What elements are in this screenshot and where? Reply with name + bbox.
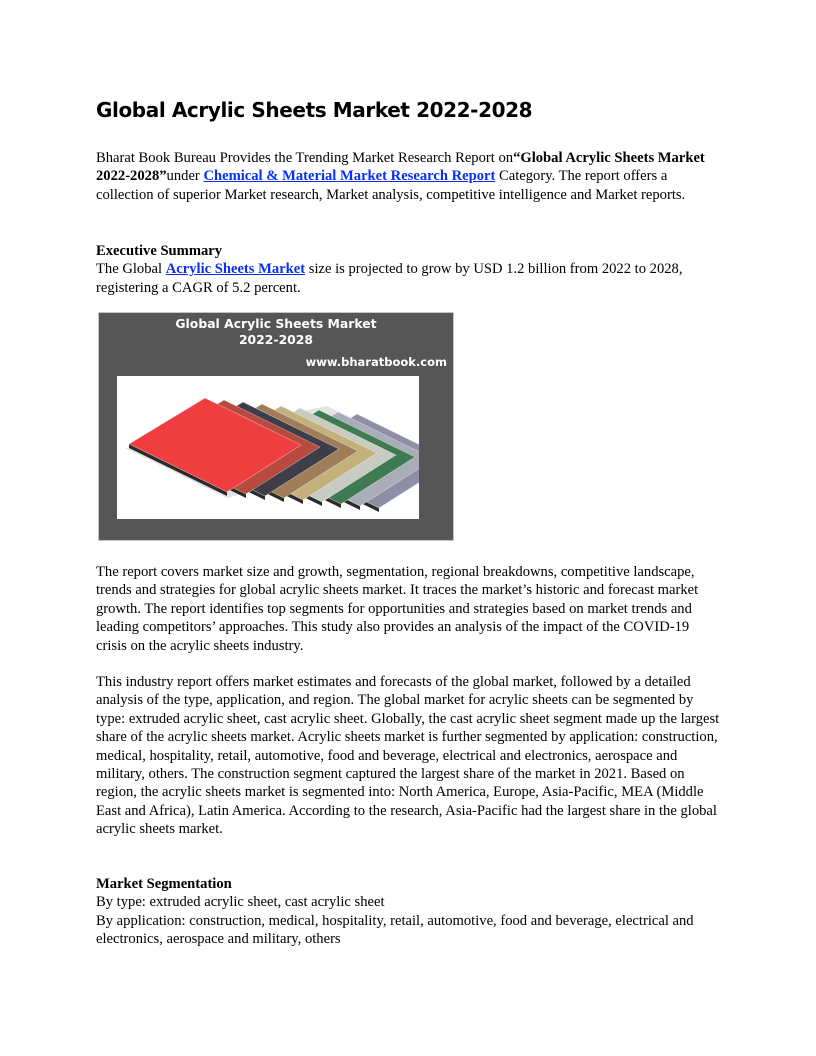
report-cover-image xyxy=(98,312,454,541)
exec-text-2: size is projected to grow by USD 1.2 billion from 2022 to 2028, registering a CAGR of 5.2 percent. xyxy=(96,261,683,296)
industry-report-paragraph: This industry report offers market estimates and forecasts of the global market, followed by a detailed analysis of the type, application, and region. The global market for acrylic sheets can be segmented by type: extruded acrylic sheet, cast acrylic sheet. Globally, the cast acrylic sheet segment made up the largest share of the acrylic sheets market. Acrylic sheets market is further segmented by application: construction, medical, hospitality, retail, automotive, food and beverage, electrical and electronics, aerospace and military, others. The construction segment captured the largest share of the market in 2021. Based on region, the acrylic sheets market is segmented into: North America, Europe, Asia-Pacific, MEA (Middle East and Africa), Latin America. According to the research, Asia-Pacific had the largest share in the global acrylic sheets market. xyxy=(96,674,720,838)
market-segmentation xyxy=(96,875,720,949)
executive-summary xyxy=(96,242,720,297)
exec-text-1: The Global xyxy=(96,261,166,278)
segmentation-by-application: By application: construction, medical, hospitality, retail, automotive, food and beverage, electrical and electronics, aerospace and military, others xyxy=(96,912,694,948)
segmentation-by-type: By type: extruded acrylic sheet, cast acrylic sheet xyxy=(96,894,385,911)
intro-text-3: Category. The report offers a collection of superior Market research, Market analysis, competitive intelligence and Market reports. xyxy=(96,168,686,203)
market-segmentation-heading: Market Segmentation xyxy=(96,876,232,892)
acrylic-sheets-market-link[interactable]: Acrylic Sheets Market xyxy=(165,261,306,278)
page-title: Global Acrylic Sheets Market 2022-2028 xyxy=(96,98,533,122)
image-title-line-2: 2022-2028 xyxy=(238,332,314,347)
image-title xyxy=(99,316,453,348)
image-title-line-1: Global Acrylic Sheets Market xyxy=(175,316,377,331)
intro-paragraph xyxy=(96,149,720,204)
report-coverage-paragraph: The report covers market size and growth, segmentation, regional breakdowns, competitive landscape, trends and strategies for global acrylic sheets market. It traces the market’s historic and forecast market growth. The report identifies top segments for opportunities and strategies based on market trends and leading competitors’ approaches. This study also provides an analysis of the impact of the COVID-19 crisis on the acrylic sheets industry. xyxy=(96,564,699,654)
intro-text-2: under xyxy=(166,168,204,185)
intro-report-name: “Global Acrylic Sheets Market 2022-2028” xyxy=(96,150,705,185)
executive-summary-heading: Executive Summary xyxy=(96,243,223,259)
acrylic-sheets-illustration xyxy=(117,376,419,519)
category-link[interactable]: Chemical & Material Market Research Report xyxy=(203,168,496,185)
acrylic-sheets-photo xyxy=(117,376,419,519)
intro-text-1: Bharat Book Bureau Provides the Trending Market Research Report on xyxy=(96,150,514,166)
image-website: www.bharatbook.com xyxy=(305,355,447,369)
